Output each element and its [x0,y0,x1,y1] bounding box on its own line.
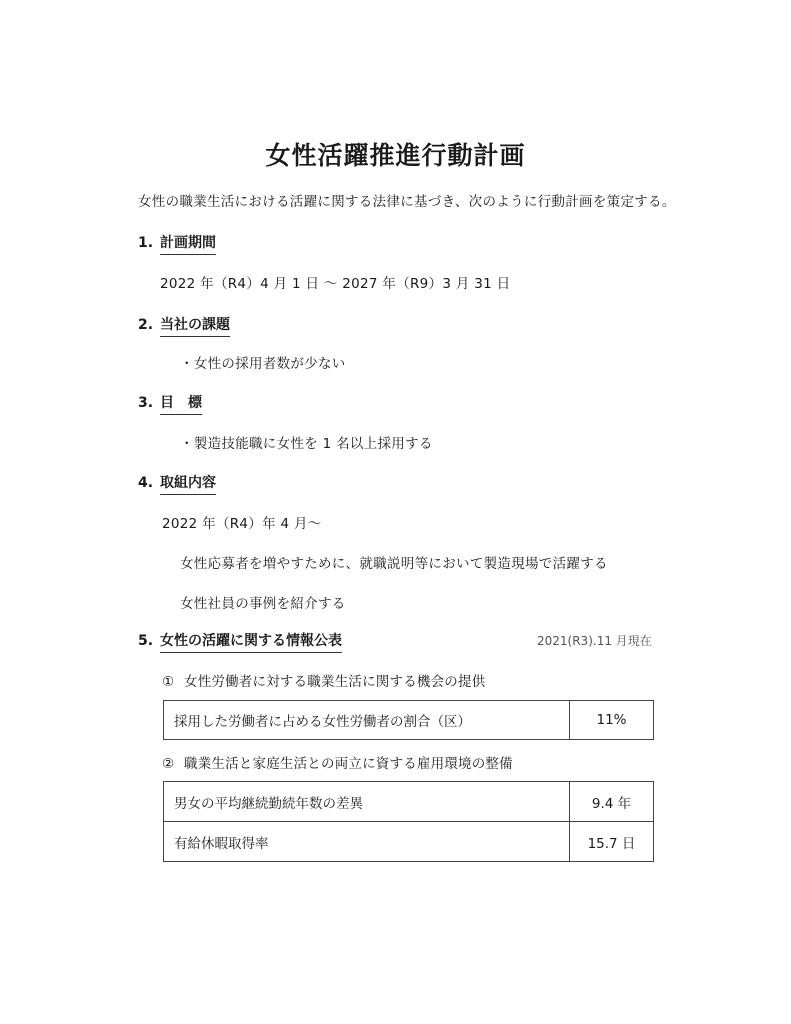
section-number: 1. [138,235,154,251]
table-cell-value: 9.4 年 [570,782,654,822]
section-number: 4. [138,475,154,491]
initiative-start: 2022 年（R4）年 4 月～ [162,516,322,532]
subsection-title-text: 職業生活と家庭生活との両立に資する雇用環境の整備 [184,756,513,772]
section-1-heading [138,232,216,255]
circled-number-2: ② [162,756,175,772]
section-number: 5. [138,633,154,649]
table-cell-label: 有給休暇取得率 [164,822,570,862]
intro-text: 女性の職業生活における活躍に関する法律に基づき、次のように行動計画を策定する。 [138,194,676,210]
table-cell-value: 11% [570,701,654,740]
info-table-2 [163,781,654,862]
table-cell-label: 男女の平均継続勤続年数の差異 [164,782,570,822]
circled-number-1: ① [162,674,175,690]
table-row [164,782,654,822]
page-title: 女性活躍推進行動計画 [265,141,526,170]
table-row [164,822,654,862]
section-2-heading [138,314,230,337]
goal-text: ・製造技能職に女性を 1 名以上採用する [180,436,433,452]
section-number: 3. [138,395,154,411]
initiative-line: 女性社員の事例を紹介する [180,596,346,612]
section-4-heading [138,472,216,495]
info-table-1 [163,700,654,740]
table-row [164,701,654,740]
table-cell-label: 採用した労働者に占める女性労働者の割合（区） [164,701,570,740]
subsection-1-title [162,670,485,690]
section-3-heading [138,392,202,415]
initiative-line: 女性応募者を増やすために、就職説明等において製造現場で活躍する [180,556,608,572]
subsection-title-text: 女性労働者に対する職業生活に関する機会の提供 [184,674,486,690]
section-title: 目 標 [160,392,202,415]
table-cell-value: 15.7 日 [570,822,654,862]
company-issue: ・女性の採用者数が少ない [180,356,346,372]
section-title: 女性の活躍に関する情報公表 [160,630,342,653]
as-of-date: 2021(R3).11 月現在 [537,634,652,648]
plan-period: 2022 年（R4）4 月 1 日 ～ 2027 年（R9）3 月 31 日 [160,276,511,292]
subsection-2-title [162,752,513,772]
section-title: 取組内容 [160,472,216,495]
section-title: 計画期間 [160,232,216,255]
section-number: 2. [138,317,154,333]
section-title: 当社の課題 [160,314,230,337]
section-5-heading [138,630,342,653]
